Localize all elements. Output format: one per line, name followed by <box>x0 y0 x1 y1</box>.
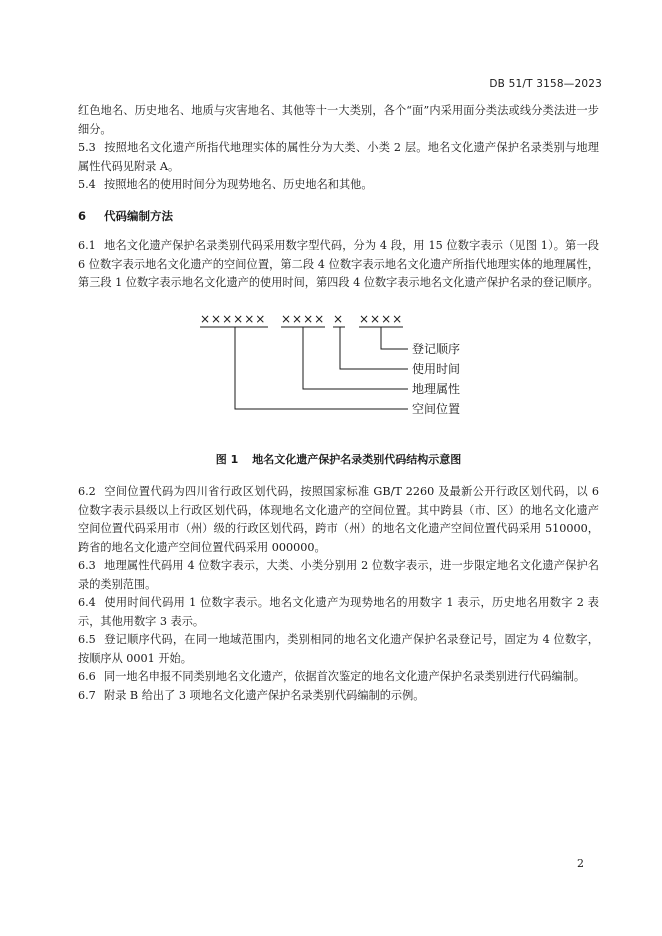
clause-5-3 <box>78 139 599 176</box>
page-content <box>78 102 599 705</box>
section-number: 6 <box>78 208 87 223</box>
clause-number: 5.3 <box>78 141 96 154</box>
label-time: 使用时间 <box>412 361 461 376</box>
clause-number: 6.7 <box>78 688 96 702</box>
page-number: 2 <box>577 857 584 870</box>
clause-text: 使用时间代码用 1 位数字表示。地名文化遗产为现势地名的用数字 1 表示，历史地名用数字 2 表示，其他用数字 3 表示。 <box>78 596 599 628</box>
clause-number: 6.5 <box>78 633 96 646</box>
clause-6-3 <box>78 557 599 594</box>
clause-number: 6.3 <box>78 559 96 572</box>
clause-6-6 <box>78 668 599 687</box>
connector-order <box>381 327 408 349</box>
clause-number: 5.4 <box>78 178 96 191</box>
code-structure-figure <box>78 293 599 433</box>
figure-caption <box>78 451 599 470</box>
clause-number: 6.1 <box>78 239 96 252</box>
section-6-heading <box>78 207 599 226</box>
clause-5-4 <box>78 176 599 195</box>
clause-text: 按照地名的使用时间分为现势地名、历史地名和其他。 <box>104 178 373 191</box>
clause-text: 同一地名申报不同类别地名文化遗产，依据首次鉴定的地名文化遗产保护名录类别进行代码编制。 <box>104 670 586 683</box>
segment-spatial: ×××××× <box>200 311 267 326</box>
connector-time <box>340 327 408 369</box>
connector-spatial <box>235 327 408 409</box>
clause-text: 登记顺序代码，在同一地域范围内，类别相同的地名文化遗产保护名录登记号，固定为 4 位数字，按顺序从 0001 开始。 <box>78 633 599 665</box>
section-title: 代码编制方法 <box>104 208 173 223</box>
figure-number: 图 1 <box>215 452 239 466</box>
doc-code-header: DB 51/T 3158—2023 <box>489 78 602 90</box>
label-spatial: 空间位置 <box>412 401 461 416</box>
figure-title: 地名文化遗产保护名录类别代码结构示意图 <box>252 452 462 466</box>
segment-order: ×××× <box>359 311 404 326</box>
segment-geo-attr: ×××× <box>281 311 326 326</box>
continued-paragraph: 红色地名、历史地名、地质与灾害地名、其他等十一大类别，各个“面”内采用面分类法或线分类法进一步细分。 <box>78 104 599 136</box>
clause-text: 按照地名文化遗产所指代地理实体的属性分为大类、小类 2 层。地名文化遗产保护名录类别与地理属性代码见附录 A。 <box>78 141 599 173</box>
label-geo-attr: 地理属性 <box>412 381 461 396</box>
connector-geo-attr <box>303 327 408 389</box>
clause-6-7 <box>78 687 599 706</box>
segment-time: × <box>333 311 345 326</box>
clause-number: 6.6 <box>78 670 96 683</box>
clause-6-2 <box>78 483 599 557</box>
code-structure-diagram <box>78 293 599 433</box>
clause-text: 地理属性代码用 4 位数字表示，大类、小类分别用 2 位数字表示，进一步限定地名文化遗产保护名录的类别范围。 <box>78 559 599 591</box>
clause-number: 6.4 <box>78 596 96 609</box>
clause-text: 附录 B 给出了 3 项地名文化遗产保护名录类别代码编制的示例。 <box>104 688 425 702</box>
clause-text: 地名文化遗产保护名录类别代码采用数字型代码，分为 4 段，用 15 位数字表示（见图 1）。第一段 6 位数字表示地名文化遗产的空间位置，第二段 4 位数字表示地名文化遗产所指代地理实体的地理属性，第三段 1 位数字表示地名文化遗产的使用时间，第四段 4 位数字表示地名文化遗产保护名录的登记顺序。 <box>78 239 599 289</box>
label-order: 登记顺序 <box>412 341 461 356</box>
clause-6-5 <box>78 631 599 668</box>
clause-6-4 <box>78 594 599 631</box>
clause-6-1 <box>78 237 599 293</box>
clause-text: 空间位置代码为四川省行政区划代码，按照国家标准 GB/T 2260 及最新公开行政区划代码，以 6 位数字表示县级以上行政区划代码，体现地名文化遗产的空间位置。其中跨县（市、区）的地名文化遗产空间位置代码采用市（州）级的行政区划代码，跨市（州）的地名文化遗产空间位置代码采用 510000，跨省的地名文化遗产空间位置代码采用 000000。 <box>78 485 599 554</box>
clause-number: 6.2 <box>78 485 96 498</box>
